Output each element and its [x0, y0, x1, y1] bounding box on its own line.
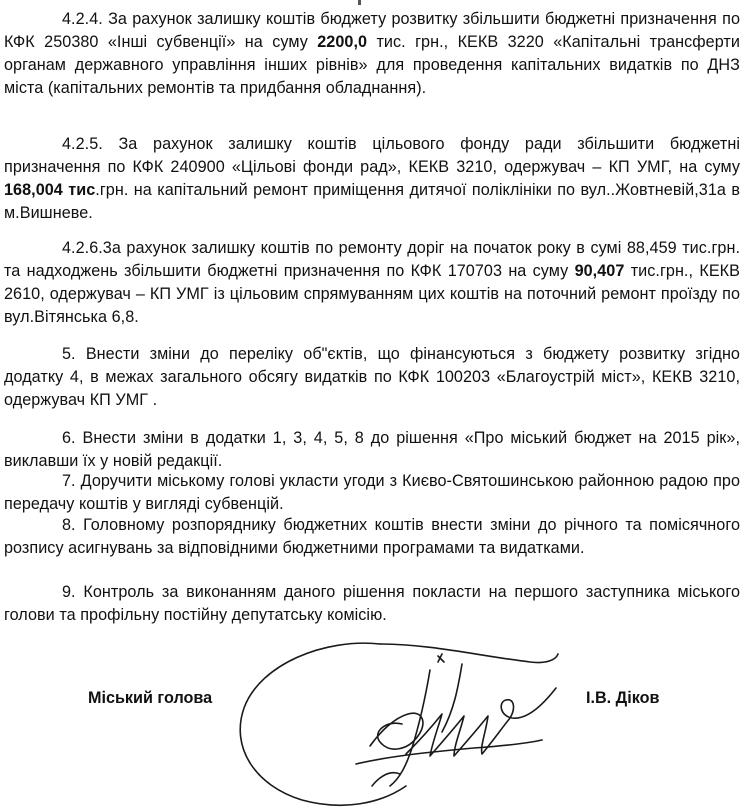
- paragraph-5: 5. Внести зміни до переліку об"єктів, що фінансуються з бюджету розвитку згідно додатку 4, в межах загального обсягу видатків по КФК 100203 «Благоустрій міст», КЕКВ 3210, одержувач КП УМГ .: [4, 345, 740, 409]
- paragraph-number: 4.2.4.: [62, 10, 103, 28]
- paragraph-4-2-4: 4.2.4. За рахунок залишку коштів бюджету розвитку збільшити бюджетні призначення по КФК 250380 «Інші субвенції» на суму 2200,0 тис. грн., КЕКВ 3220 «Капітальні трансферти органам державного управління інших рівнів» для проведення капітальних видатків по ДНЗ міста (капітальних ремонтів та придбання обладнання).: [4, 10, 740, 97]
- signature-stroke-1: [390, 670, 430, 786]
- paragraph-8: 8. Головному розпоряднику бюджетних коштів внести зміни до річного та помісячного розпису асигнувань за відповідними бюджетними програмами та видатками.: [4, 516, 740, 557]
- signature-tail: [501, 688, 556, 718]
- paragraph-number: 4.2.6.3а: [62, 239, 121, 257]
- handwritten-signature: [230, 636, 560, 812]
- scan-artifact: [358, 0, 361, 5]
- signature-underline: [356, 740, 542, 764]
- paragraph-number: 4.2.5.: [62, 135, 103, 153]
- signature-loop: [240, 643, 406, 805]
- paragraph-9: 9. Контроль за виконанням даного рішення покласти на першого заступника міського голови та профільну постійну депутатську комісію.: [4, 583, 740, 624]
- amount-bold: 90,407: [574, 262, 625, 280]
- amount-bold: 168,004 тис: [4, 181, 96, 199]
- paragraph-4-2-6: 4.2.6.3а рахунок залишку коштів по ремонту доріг на початок року в сумі 88,459 тис.грн. та надходжень збільшити бюджетні призначення по КФК 170703 на суму 90,407 тис.грн., КЕКВ 2610, одержувач – КП УМГ із цільовим спрямуванням цих коштів на поточний ремонт проїзду по вул.Вітянська 6,8.: [4, 239, 740, 326]
- signature-upper-flourish: [380, 644, 558, 663]
- signer-position: Міський голова: [88, 689, 213, 707]
- signature-mark: [438, 654, 444, 662]
- paragraph-7: 7. Доручити міському голові укласти угоди з Києво-Святошинською районною радою про передачу коштів у вигляді субвенцій.: [4, 472, 740, 513]
- signer-name: І.В. Діков: [586, 689, 660, 707]
- paragraph-6: 6. Внести зміни в додатки 1, 3, 4, 5, 8 до рішення «Про міський бюджет на 2015 рік», виклавши їх у новій редакції.: [4, 429, 740, 470]
- paragraph-4-2-5: 4.2.5. За рахунок залишку коштів цільового фонду ради збільшити бюджетні призначення по КФК 240900 «Цільові фонди рад», КЕКВ 3210, одержувач – КП УМГ, на суму 168,004 тис.грн. на капітальний ремонт приміщення дитячої поліклініки по вул..Жовтневій,31а в м.Вишневе.: [4, 135, 740, 222]
- amount-bold: 2200,0: [317, 33, 368, 51]
